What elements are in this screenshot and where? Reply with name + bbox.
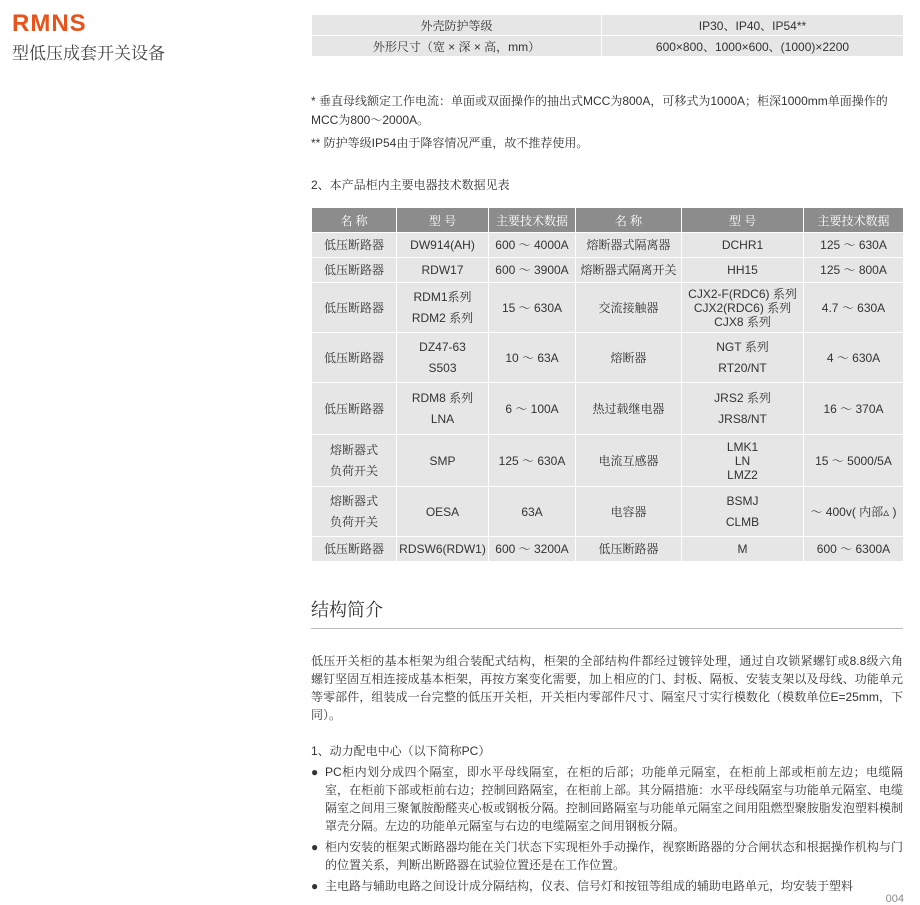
cell-line: 熔断器 bbox=[610, 350, 647, 365]
cell-line: 4 ～ 630A bbox=[826, 350, 881, 365]
cell-line: DW914(AH) bbox=[410, 238, 475, 252]
device-spec-cell bbox=[804, 283, 904, 333]
device-name-cell bbox=[576, 435, 682, 487]
cell-line: 600 ～ 6300A bbox=[816, 542, 891, 556]
cell-line: 15 ～ 5000/5A bbox=[815, 453, 892, 468]
device-model-cell bbox=[397, 258, 489, 283]
cell-line: 低压断路器 bbox=[323, 300, 384, 315]
structure-heading: 结构简介 bbox=[311, 596, 903, 629]
device-model-cell bbox=[397, 537, 489, 562]
cell-line: LNA bbox=[430, 411, 455, 426]
cell-line: 600 ～ 4000A bbox=[495, 238, 569, 252]
cell-line: 125 ～ 800A bbox=[820, 263, 887, 277]
device-spec-cell bbox=[804, 487, 904, 537]
cell-line: 负荷开关 bbox=[329, 514, 378, 529]
paragraph-text: 低压开关柜的基本柜架为组合装配式结构，柜架的全部结构件都经过镀锌处理，通过自攻锁紧螺钉或8.8级六角螺钉坚固互相连接成基本柜架，再按方案变化需要，加上相应的门、封板、隔板、安装支架以及母线、功能单元等零部件，组装成一台完整的低压开关柜，开关柜内零部件尺寸、隔室尺寸实行模数化（模数单位E=25mm，下同）。 bbox=[311, 654, 903, 722]
device-name-cell bbox=[576, 487, 682, 537]
device-model-cell bbox=[682, 283, 804, 333]
cell-line: 15 ～ 630A bbox=[501, 300, 563, 315]
device-name-cell bbox=[576, 383, 682, 435]
section-2-title: 2、本产品柜内主要电器技术数据见表 bbox=[311, 178, 510, 192]
cell-line: M bbox=[737, 542, 748, 556]
device-spec-cell bbox=[804, 435, 904, 487]
cell-line: RDM2 系列 bbox=[411, 310, 474, 325]
spec-value: IP30、IP40、IP54** bbox=[602, 15, 904, 36]
column-header: 主要技术数据 bbox=[804, 208, 904, 233]
cell-line: DCHR1 bbox=[721, 238, 764, 252]
device-model-cell bbox=[397, 233, 489, 258]
device-name-cell bbox=[312, 233, 397, 258]
device-model-cell bbox=[397, 383, 489, 435]
cell-line: 熔断器式隔离开关 bbox=[580, 263, 677, 277]
column-header: 型 号 bbox=[682, 208, 804, 233]
device-name-cell bbox=[576, 258, 682, 283]
cell-line: LMK1 bbox=[726, 439, 759, 454]
cell-line: JRS8/NT bbox=[718, 411, 767, 426]
cell-line: SMP bbox=[429, 453, 456, 468]
cell-line: JRS2 系列 bbox=[714, 390, 771, 405]
device-spec-cell bbox=[489, 537, 576, 562]
cell-line: DZ47-63 bbox=[419, 339, 466, 354]
cell-line: 熔断器式 bbox=[329, 493, 378, 508]
device-name-cell bbox=[576, 233, 682, 258]
device-name-cell bbox=[576, 283, 682, 333]
cell-line: CLMB bbox=[725, 514, 760, 529]
device-model-cell bbox=[682, 258, 804, 283]
cell-line: 125 ～ 630A bbox=[498, 453, 566, 468]
device-model-cell bbox=[682, 233, 804, 258]
device-model-cell bbox=[397, 333, 489, 383]
cell-line: 600 ～ 3200A bbox=[495, 542, 569, 556]
cell-line: BSMJ bbox=[726, 493, 759, 508]
cell-line: S503 bbox=[428, 360, 457, 375]
device-name-cell bbox=[312, 537, 397, 562]
cell-line: RDM8 系列 bbox=[411, 390, 474, 405]
device-spec-cell bbox=[804, 537, 904, 562]
device-model-cell bbox=[682, 333, 804, 383]
cell-line: 熔断器式 bbox=[329, 442, 378, 457]
cell-line: 63A bbox=[521, 504, 543, 519]
cell-line: CJX2(RDC6) 系列 bbox=[693, 300, 792, 315]
cell-line: 电流互感器 bbox=[598, 453, 659, 468]
spec-label: 外形尺寸（宽 × 深 × 高，mm） bbox=[312, 36, 602, 57]
footnotes bbox=[311, 92, 903, 157]
device-model-cell bbox=[682, 435, 804, 487]
column-header: 名 称 bbox=[576, 208, 682, 233]
cell-line: 4.7 ～ 630A bbox=[821, 300, 886, 315]
cell-line: 16 ～ 370A bbox=[823, 401, 884, 416]
device-name-cell bbox=[312, 435, 397, 487]
cell-line: 6 ～ 100A bbox=[505, 401, 559, 416]
cell-line: LMZ2 bbox=[727, 467, 758, 482]
spec-label: 外壳防护等级 bbox=[312, 15, 602, 36]
device-spec-cell bbox=[489, 333, 576, 383]
list-item bbox=[311, 838, 903, 874]
device-name-cell bbox=[576, 333, 682, 383]
column-header: 主要技术数据 bbox=[489, 208, 576, 233]
cell-line: 熔断器式隔离器 bbox=[586, 238, 671, 252]
footnote: * 垂直母线额定工作电流：单面或双面操作的抽出式MCC为800A，可移式为1000A；柜深1000mm单面操作的MCC为800～2000A。 bbox=[311, 94, 888, 127]
device-spec-cell bbox=[804, 233, 904, 258]
cell-line: 低压断路器 bbox=[323, 401, 384, 416]
page-number: 004 bbox=[885, 893, 904, 905]
bullet-text: 柜内安装的框架式断路器均能在关门状态下实现柜外手动操作，视察断路器的分合闸状态和根据操作机构与门的位置关系，判断出断路器在试验位置还是在工作位置。 bbox=[325, 840, 903, 872]
cell-line: 低压断路器 bbox=[598, 542, 659, 556]
brand-block bbox=[12, 10, 165, 64]
footnote: ** 防护等级IP54由于降容情况严重，故不推荐使用。 bbox=[311, 136, 589, 150]
cell-line: HH15 bbox=[727, 263, 758, 277]
device-model-cell bbox=[682, 537, 804, 562]
table-row bbox=[312, 15, 904, 36]
cell-line: RDM1系列 bbox=[413, 289, 472, 304]
list-item bbox=[311, 877, 903, 895]
device-spec-cell bbox=[489, 233, 576, 258]
cell-line: 低压断路器 bbox=[323, 263, 384, 277]
table-row bbox=[312, 487, 904, 537]
spec-value: 600×800、1000×600、(1000)×2200 bbox=[602, 36, 904, 57]
device-name-cell bbox=[312, 283, 397, 333]
cell-line: 125 ～ 630A bbox=[820, 238, 887, 252]
device-model-cell bbox=[397, 487, 489, 537]
device-model-cell bbox=[397, 283, 489, 333]
cell-line: 低压断路器 bbox=[323, 542, 384, 556]
cell-line: 低压断路器 bbox=[323, 238, 384, 252]
cell-line: 负荷开关 bbox=[329, 463, 378, 478]
device-table bbox=[311, 207, 903, 562]
table-row bbox=[312, 435, 904, 487]
cell-line: OESA bbox=[425, 504, 460, 519]
table-row bbox=[312, 36, 904, 57]
bullet-text: PC柜内划分成四个隔室，即水平母线隔室，在柜的后部；功能单元隔室，在柜前上部或柜前左边；电缆隔室，在柜前下部或柜前右边；控制回路隔室，在柜前上部。其分隔措施：水平母线隔室与功能单元隔室、电缆隔室之间用三聚氰胺酚醛夹心板或钢板分隔。控制回路隔室与功能单元隔室之间用阻燃型聚胺脂发泡塑料模制罩壳分隔。左边的功能单元隔室与右边的电缆隔室之间用钢板分隔。 bbox=[325, 765, 903, 833]
device-name-cell bbox=[312, 487, 397, 537]
device-spec-cell bbox=[489, 435, 576, 487]
cell-line: CJX2-F(RDC6) 系列 bbox=[688, 286, 797, 301]
cell-line: 600 ～ 3900A bbox=[495, 263, 569, 277]
bullet-icon: ● bbox=[311, 765, 319, 779]
device-spec-cell bbox=[804, 258, 904, 283]
device-name-cell bbox=[312, 258, 397, 283]
cell-line: CJX8 系列 bbox=[714, 314, 771, 329]
table-header-row bbox=[312, 208, 904, 233]
cell-line: 交流接触器 bbox=[598, 300, 659, 315]
column-header: 名 称 bbox=[312, 208, 397, 233]
column-header: 型 号 bbox=[397, 208, 489, 233]
device-spec-cell bbox=[489, 258, 576, 283]
device-model-cell bbox=[682, 487, 804, 537]
bullet-icon: ● bbox=[311, 879, 319, 893]
cell-line: ～ 400v( 内部▵ ) bbox=[810, 504, 897, 519]
table-row bbox=[312, 258, 904, 283]
pc-heading: 1、动力配电中心（以下简称PC） bbox=[311, 744, 491, 758]
table-row bbox=[312, 537, 904, 562]
spec-table bbox=[311, 14, 903, 57]
device-name-cell bbox=[576, 537, 682, 562]
pc-section bbox=[311, 742, 903, 898]
structure-paragraph bbox=[311, 652, 903, 724]
list-item bbox=[311, 763, 903, 835]
device-spec-cell bbox=[804, 333, 904, 383]
device-name-cell bbox=[312, 333, 397, 383]
bullet-text: 主电路与辅助电路之间设计成分隔结构，仪表、信号灯和按钮等组成的辅助电路单元，均安装于塑料 bbox=[325, 879, 854, 893]
brand-subtitle: 型低压成套开关设备 bbox=[12, 44, 165, 63]
device-model-cell bbox=[682, 383, 804, 435]
cell-line: LN bbox=[734, 453, 751, 468]
bullet-icon: ● bbox=[311, 840, 319, 854]
device-spec-cell bbox=[489, 283, 576, 333]
device-spec-cell bbox=[489, 383, 576, 435]
cell-line: 10 ～ 63A bbox=[505, 350, 559, 365]
device-name-cell bbox=[312, 383, 397, 435]
brand-title: RMNS bbox=[12, 10, 87, 37]
cell-line: RT20/NT bbox=[718, 360, 767, 375]
cell-line: 电容器 bbox=[610, 504, 647, 519]
cell-line: 热过载继电器 bbox=[592, 401, 665, 416]
table-row bbox=[312, 383, 904, 435]
cell-line: RDSW6(RDW1) bbox=[399, 542, 486, 556]
table-row bbox=[312, 233, 904, 258]
device-spec-cell bbox=[489, 487, 576, 537]
cell-line: 低压断路器 bbox=[323, 350, 384, 365]
table-row bbox=[312, 283, 904, 333]
cell-line: NGT 系列 bbox=[716, 339, 769, 354]
device-model-cell bbox=[397, 435, 489, 487]
table-row bbox=[312, 333, 904, 383]
device-spec-cell bbox=[804, 383, 904, 435]
cell-line: RDW17 bbox=[421, 263, 464, 277]
